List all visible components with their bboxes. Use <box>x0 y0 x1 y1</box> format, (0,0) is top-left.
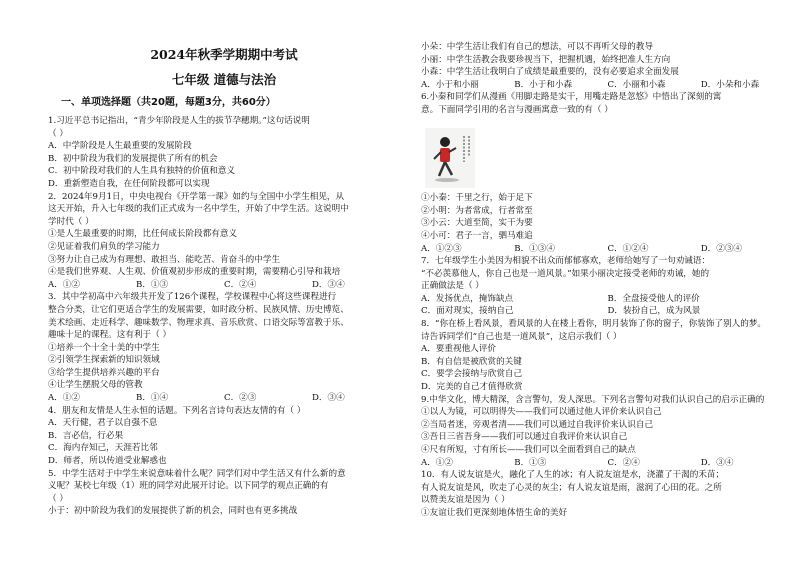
text-line: 2．2024年9月1日，中央电视台《开学第一课》如约与全国中小学生相见，从 <box>48 191 345 202</box>
left-column <box>48 115 400 518</box>
text-line <box>421 117 794 130</box>
answer-options <box>421 305 794 318</box>
answer-option: C．②③ <box>224 393 257 404</box>
text-line: 9.中华文化，博大精深，含言警句，发人深思。下列名言警句对我们认识自己的启示正确的 <box>421 394 765 405</box>
text-line: D．重新塑造自我，在任何阶段都可以实现 <box>48 178 210 189</box>
answer-option: B．①③ <box>136 279 169 290</box>
answer-option: C．②④ <box>224 279 257 290</box>
answer-options <box>421 79 794 92</box>
text-line: A．中学阶段是人生最重要的发展阶段 <box>48 141 192 152</box>
text-line: （ ） <box>48 128 68 139</box>
answer-option: A．①② <box>421 457 453 468</box>
text-line: 小丽：中学生活教会我要珍视当下，把握机遇，始终把准人生方向 <box>421 54 671 65</box>
text-line: ③给学生提供培养兴趣的平台 <box>48 367 160 378</box>
answer-option: A．①② <box>48 393 80 404</box>
text-line: 这天开始，升入七年级的我们正式成为一名中学生，开始了中学生活。这说明中 <box>48 204 349 215</box>
text-line: 5．中学生活对于中学生来说意味着什么呢？同学们对中学生活又有什么新的意 <box>48 468 346 479</box>
answer-option: D．③④ <box>700 457 734 468</box>
text-line: ④是我们世界观、人生观、价值观初步形成的重要时期，需要精心引导和栽培 <box>48 267 341 278</box>
text-line: 意。下面同学引用的名言与漫画寓意一致的有（ ） <box>421 104 613 115</box>
text-line: D．师者，所以传道受业解惑也 <box>48 456 167 467</box>
text-line: ①友谊让我们更深刻地体悟生命的美好 <box>421 507 568 518</box>
text-line: 3．其中学初高中六年级共开发了126个课程，学校课程中心将这些课程进行 <box>48 292 337 303</box>
answer-option: A．小于和小丽 <box>421 79 479 90</box>
text-line: 趣味十足的课程。这有利于（ ） <box>48 330 172 341</box>
answer-option: C．小丽和小森 <box>607 79 666 90</box>
text-line: 有人说友谊是风，吹走了心灵的灰尘；有人说友谊是雨，滋润了心田的花。之所 <box>421 482 722 493</box>
answer-options <box>48 392 400 405</box>
answer-option: C．面对现实，接纳自己 <box>421 306 514 317</box>
section-heading: 一、单项选择题（共20题，每题3分，共60分） <box>61 97 276 108</box>
exam-title: 2024年秋季学期期中考试 <box>150 47 298 62</box>
text-line: 小于：初中阶段为我们的发展提供了新的机会，同时也有更多挑战 <box>48 506 298 517</box>
text-line <box>421 129 794 142</box>
text-line: ①是人生最重要的时期，比任何成长阶段都有意义 <box>48 229 238 240</box>
text-line: 4．朋友和友情是人生永恒的话题。下列名言诗句表达友情的有（ ） <box>48 405 306 416</box>
text-line: 以赞美友谊是因为（ ） <box>421 495 510 506</box>
answer-option: A．①②③ <box>421 243 462 254</box>
text-line: 诗告诉同学们“自己也是一道风景”，这启示我们（ ） <box>421 331 622 342</box>
right-column <box>421 41 794 520</box>
text-line: ②小明：为者常成，行者常至 <box>421 205 533 216</box>
text-line: ④小可：君子一言，驷马难追 <box>421 230 533 241</box>
text-line: 美术绘画、走近科学、趣味数学、物理求真、音乐欣赏、口语交际等富教于乐、 <box>48 317 349 328</box>
text-line: 学时代（ ） <box>48 216 94 227</box>
text-line: ②当局者迷，旁观者清——我们可以通过自我评价来认识自己 <box>421 419 654 430</box>
answer-option: A．发扬优点，掩饰缺点 <box>421 293 514 304</box>
answer-option: C．②④ <box>607 457 640 468</box>
text-line: 小森：中学生活让我明白了成绩是最重要的，没有必要追求全面发展 <box>421 67 679 78</box>
answer-option: D．装扮自己，成为风景 <box>607 306 701 317</box>
exam-subtitle: 七年级 道德与法治 <box>171 72 277 87</box>
text-line: ④尺有所短，寸有所长——我们可以全面看到自己的缺点 <box>421 445 636 455</box>
answer-option: D．小朵和小森 <box>700 79 760 90</box>
text-line: C．要学会接纳与欣赏自己 <box>421 369 523 380</box>
text-line: C．海内存知己，天涯若比邻 <box>48 443 158 454</box>
text-line: ④让学生摆脱父母的管教 <box>48 380 143 391</box>
cartoon-illustration <box>425 128 475 188</box>
text-line: D．完美的自己才值得欣赏 <box>421 382 523 393</box>
text-line: ③小云：大道至简，实干为要 <box>421 218 533 229</box>
text-line: B．初中阶段为我们的发展提供了所有的机会 <box>48 153 218 164</box>
answer-option: B．全盘接受他人的评价 <box>607 293 700 304</box>
text-line: 小朵：中学生活让我们有自己的想法，可以不再听父母的教导 <box>421 42 654 52</box>
answer-option: D．③④ <box>312 393 345 404</box>
text-line <box>421 167 794 180</box>
text-line: ①培养一个十全十美的中学生 <box>48 342 160 353</box>
text-line: ①以人为镜，可以明得失——我们可以通过他人评价来认识自己 <box>421 407 662 418</box>
answer-options <box>421 243 794 256</box>
text-line: 10．有人说友谊是火，融化了人生的冰；有人说友谊是水，浇灌了干渴的禾苗； <box>421 470 725 481</box>
answer-option: B．①④ <box>136 393 169 404</box>
text-line: C．初中阶段对我们的人生具有独特的价值和意义 <box>48 166 236 177</box>
answer-option: B．①③ <box>514 457 547 468</box>
text-line: 整合分类，让它们更适合学生的发展需要，如时政分析、民族风情、历史博览、 <box>48 304 349 315</box>
text-line: 义呢？某校七年级（1）班的同学对此展开讨论。以下同学的观点正确的有 <box>48 481 329 492</box>
text-line: （ ） <box>48 493 68 504</box>
text-line: 正确做法是（ ） <box>421 281 484 292</box>
answer-option: B．小于和小森 <box>514 79 573 90</box>
text-line: B．有自信是被欣赏的关键 <box>421 356 522 367</box>
answer-option: C．①②④ <box>607 243 649 254</box>
text-line: “不必羡慕他人，你自己也是一道风景。”如果小丽决定接受老师的劝诫，她的 <box>421 268 710 279</box>
answer-options <box>48 279 400 292</box>
text-line: A．天行健，君子以自强不息 <box>48 418 158 429</box>
answer-option: B．①③④ <box>514 243 555 254</box>
text-line: ③努力让自己成为有理想、敢担当、能吃苦、肯奋斗的中学生 <box>48 254 281 265</box>
answer-option: D．③④ <box>312 279 345 290</box>
text-line: 6.小秦和同学们从漫画《用脚走路是实干，用嘴走路是忽悠》中悟出了深刻的寓 <box>421 92 722 103</box>
text-line: ②见证着我们肩负的学习能力 <box>48 241 160 252</box>
text-line: B．言必信，行必果 <box>48 430 124 441</box>
text-line: 7．七年级学生小美因为相貌不出众而郁郁寡欢，老师给她写了一句劝诫语： <box>421 256 711 267</box>
text-line: 8．“你在桥上看风景，看风景的人在楼上看你，明月装饰了你的窗子，你装饰了别人的梦。 <box>421 319 767 330</box>
text-line: ③吾日三省吾身——我们可以通过自我评价来认识自己 <box>421 432 628 443</box>
text-line <box>421 154 794 167</box>
text-line: ②引领学生探索新的知识领域 <box>48 355 160 366</box>
text-line <box>421 180 794 193</box>
answer-options <box>421 293 794 306</box>
answer-option: A．①② <box>48 279 80 290</box>
answer-options <box>421 457 794 470</box>
text-line <box>421 142 794 155</box>
answer-option: D．②③④ <box>700 243 743 254</box>
text-line: ①小秦：千里之行，始于足下 <box>421 193 533 204</box>
text-line: 1.习近平总书记指出，“青少年阶段是人生的拔节孕穗期。”这句话说明 <box>48 116 310 126</box>
text-line: A．要重视他人评价 <box>421 344 496 355</box>
